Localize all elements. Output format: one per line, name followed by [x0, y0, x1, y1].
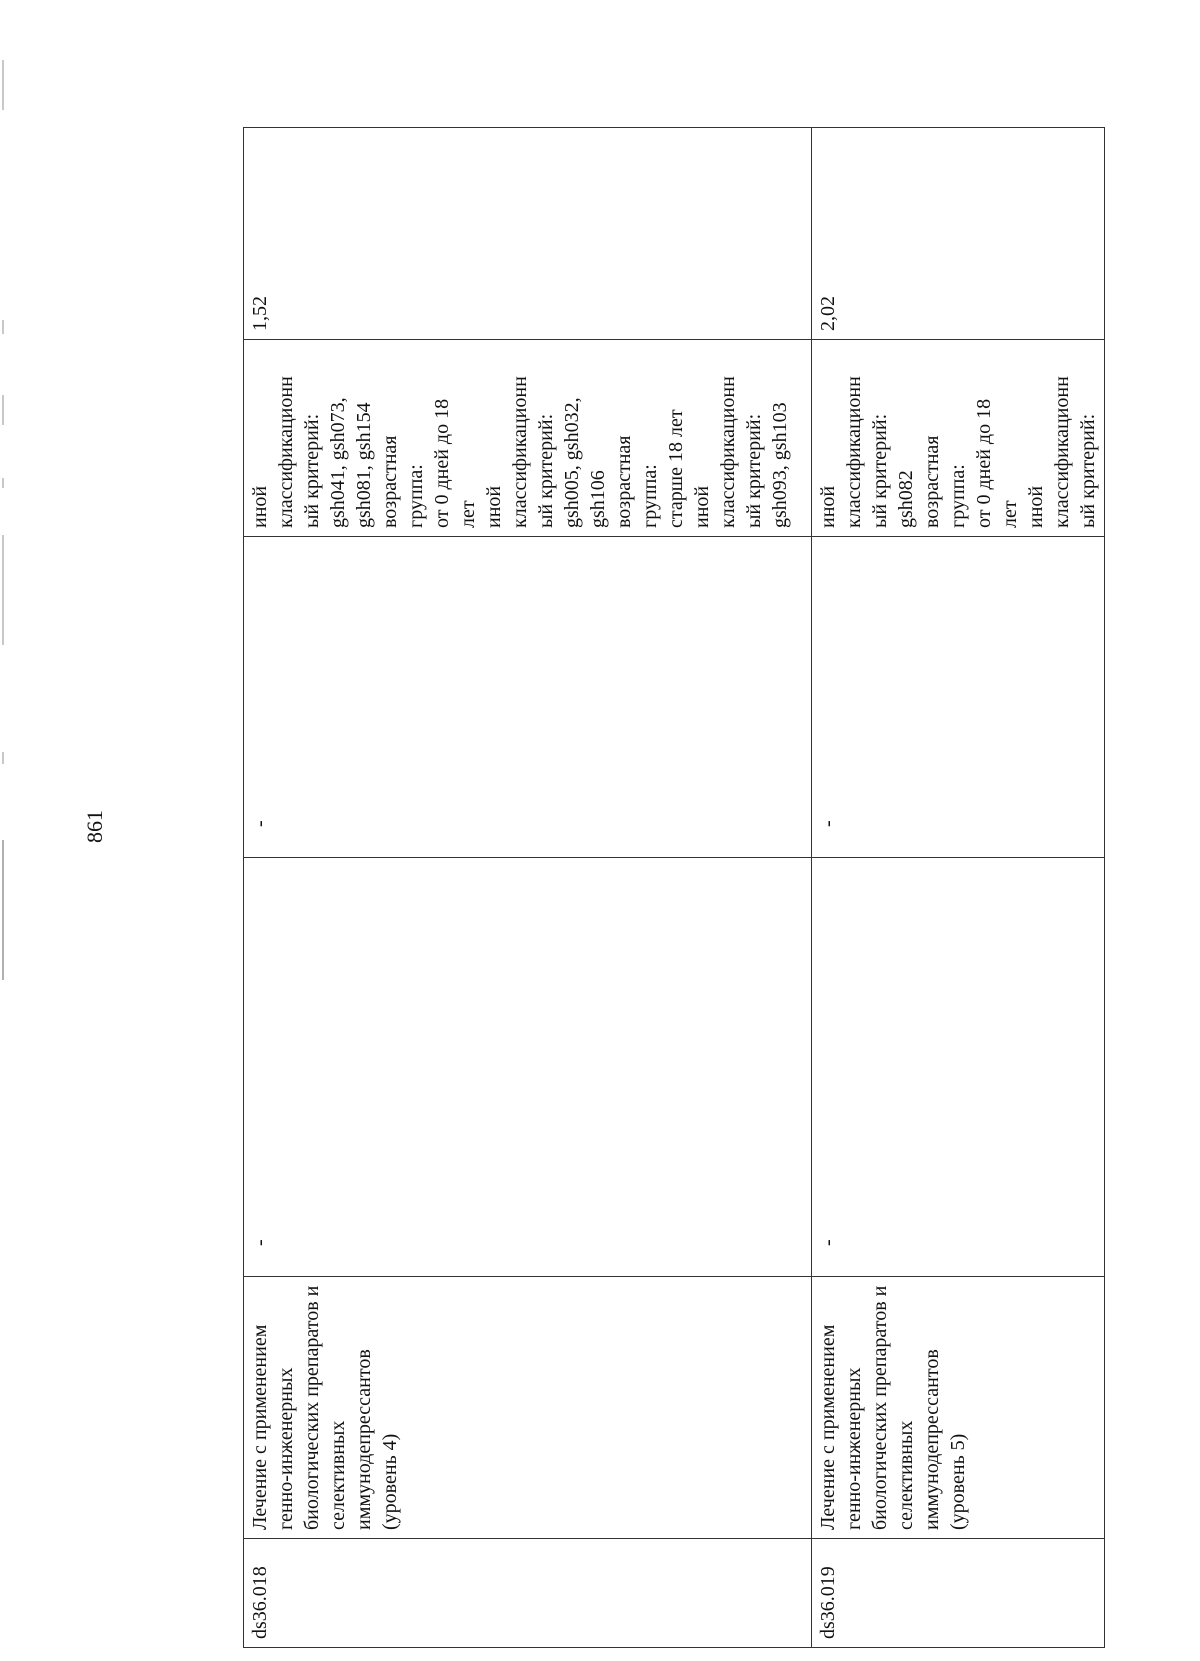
- page-number: 861: [82, 810, 107, 843]
- row-criteria-cell: иной классификационн ый критерий: gsh082 возрастная группа: от 0 дней до 18 лет иной классификационн ый критерий:: [812, 340, 1105, 537]
- table-row: [244, 128, 812, 1648]
- row-dash-cell: -: [244, 858, 812, 1277]
- tariff-table: [243, 127, 1105, 1648]
- row-dash-cell: -: [244, 537, 812, 858]
- row-code-cell: ds36.018: [244, 1539, 812, 1648]
- table-row: [812, 128, 1105, 1648]
- row-code-cell: ds36.019: [812, 1539, 1105, 1648]
- row-coefficient-cell: 2,02: [812, 128, 1105, 340]
- row-coefficient-cell: 1,52: [244, 128, 812, 340]
- row-name-cell: Лечение с применением генно-инженерных биологических препаратов и селективных иммунодепрессантов (уровень 5): [812, 1277, 1105, 1539]
- row-criteria-cell: иной классификационн ый критерий: gsh041, gsh073, gsh081, gsh154 возрастная группа: от 0 дней до 18 лет иной классификационн ый критерий: gsh005, gsh032, gsh106 возрастная группа: старше 18 лет иной классификационн ый критерий: gsh093, gsh103: [244, 340, 812, 537]
- row-dash-cell: -: [812, 537, 1105, 858]
- row-dash-cell: -: [812, 858, 1105, 1277]
- row-name-cell: Лечение с применением генно-инженерных биологических препаратов и селективных иммунодепрессантов (уровень 4): [244, 1277, 812, 1539]
